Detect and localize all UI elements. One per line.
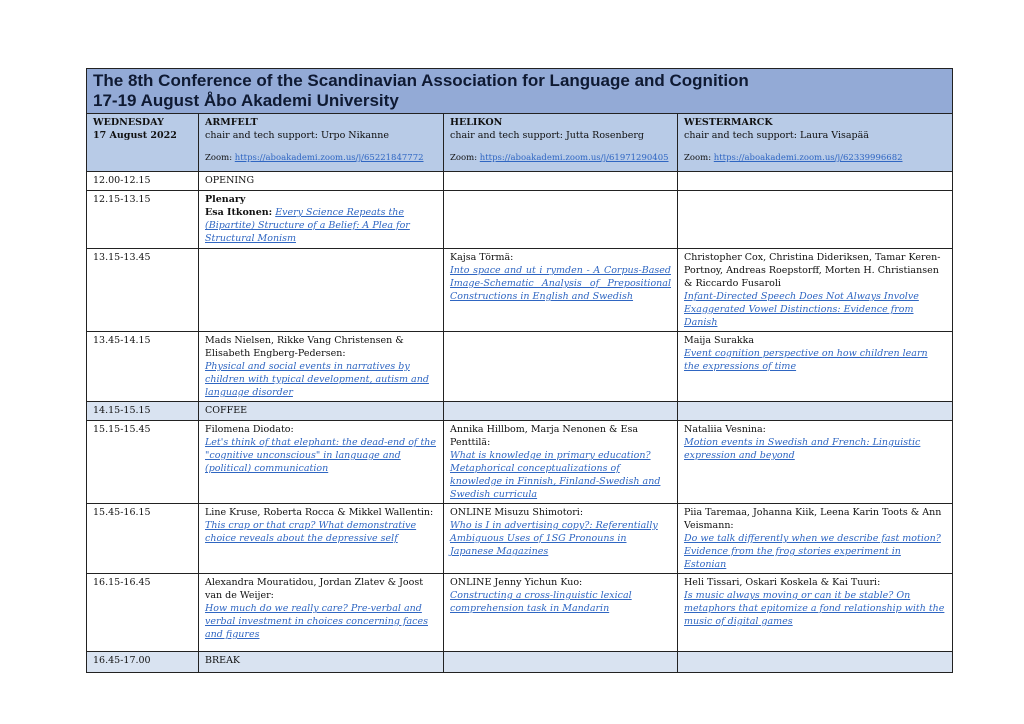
header-row — [87, 114, 953, 172]
time-cell: 16.45-17.00 — [87, 652, 199, 673]
talk-title-link[interactable]: Motion events in Swedish and French: Linguistic expression and beyond — [684, 437, 921, 461]
session-cell — [444, 574, 678, 652]
title-row — [87, 69, 953, 114]
table-row — [87, 191, 953, 249]
time-cell: 15.15-15.45 — [87, 421, 199, 504]
table-row — [87, 504, 953, 574]
time-cell: 15.45-16.15 — [87, 504, 199, 574]
conference-title — [87, 69, 953, 114]
talk-authors: Heli Tissari, Oskari Koskela & Kai Tuuri: — [684, 577, 881, 588]
time-cell: 14.15-15.15 — [87, 402, 199, 421]
talk-authors: Christopher Cox, Christina Dideriksen, Tamar Keren-Portnoy, Andreas Roepstorff, Morten H. Christiansen & Riccardo Fusaroli — [684, 252, 941, 289]
session-cell-empty — [444, 191, 678, 249]
talk-title-link[interactable]: Constructing a cross-linguistic lexical comprehension task in Mandarin — [450, 590, 632, 614]
zoom-label: Zoom: — [684, 153, 712, 163]
session-cell — [199, 191, 444, 249]
session-cell — [444, 504, 678, 574]
session-cell-empty — [199, 249, 444, 332]
talk-title-link[interactable]: Physical and social events in narratives by children with typical development, autism and language disorder — [205, 361, 429, 398]
talk-authors: Alexandra Mouratidou, Jordan Zlatev & Joost van de Weijer: — [205, 577, 424, 601]
room-name: ARMFELT — [205, 117, 258, 128]
session-cell-empty — [678, 652, 953, 673]
session-cell — [444, 249, 678, 332]
session-cell — [199, 574, 444, 652]
session-cell — [678, 574, 953, 652]
room-header-westermarck — [678, 114, 953, 172]
talk-title-link[interactable]: Is music always moving or can it be stable? On metaphors that epitomize a fond relationship with the music of digital games — [684, 590, 945, 627]
conference-schedule-table — [86, 68, 953, 673]
session-cell: BREAK — [199, 652, 444, 673]
session-cell: OPENING — [199, 172, 444, 191]
talk-authors: Maija Surakka — [684, 335, 755, 346]
session-cell-empty — [678, 402, 953, 421]
session-cell-empty — [444, 172, 678, 191]
date-label: 17 August 2022 — [93, 130, 177, 141]
room-name: HELIKON — [450, 117, 503, 128]
talk-authors: Kajsa Törmä: — [450, 252, 514, 263]
session-cell — [199, 332, 444, 402]
talk-authors: ONLINE Misuzu Shimotori: — [450, 507, 584, 518]
talk-title-link[interactable]: Into space and ut i rymden - A Corpus-Based Image-Schematic Analysis of Prepositional Constructions in English and Swedish — [450, 265, 671, 302]
session-cell — [678, 249, 953, 332]
time-cell: 16.15-16.45 — [87, 574, 199, 652]
talk-authors: Piia Taremaa, Johanna Kiik, Leena Karin Toots & Ann Veismann: — [684, 507, 942, 531]
session-cell — [678, 421, 953, 504]
table-row — [87, 332, 953, 402]
day-label: WEDNESDAY — [93, 117, 164, 128]
session-cell-empty — [444, 402, 678, 421]
plenary-heading: Plenary — [205, 194, 246, 205]
zoom-label: Zoom: — [450, 153, 478, 163]
talk-authors: Filomena Diodato: — [205, 424, 294, 435]
session-cell: COFFEE — [199, 402, 444, 421]
session-cell-empty — [444, 652, 678, 673]
talk-authors: Nataliia Vesnina: — [684, 424, 766, 435]
day-header — [87, 114, 199, 172]
talk-authors: Mads Nielsen, Rikke Vang Christensen & Elisabeth Engberg-Pedersen: — [205, 335, 404, 359]
session-cell-empty — [444, 332, 678, 402]
table-row — [87, 652, 953, 673]
zoom-line — [450, 152, 671, 165]
talk-title-link[interactable]: Every Science Repeats the (Bipartite) Structure of a Belief: A Plea for Structural Monism — [205, 207, 410, 244]
table-row — [87, 574, 953, 652]
zoom-link-helikon[interactable]: https://aboakademi.zoom.us/j/61971290405 — [479, 153, 669, 163]
talk-title-link[interactable]: Let's think of that elephant: the dead-end of the "cognitive unconscious" in language and (political) communication — [205, 437, 437, 474]
zoom-label: Zoom: — [205, 153, 233, 163]
conference-title-line1: The 8th Conference of the Scandinavian Association for Language and Cognition — [93, 71, 749, 90]
session-cell-empty — [678, 191, 953, 249]
session-cell — [199, 504, 444, 574]
room-header-armfelt — [199, 114, 444, 172]
talk-authors: Annika Hillbom, Marja Nenonen & Esa Penttilä: — [450, 424, 638, 448]
zoom-line — [205, 152, 437, 165]
talk-title-link[interactable]: Infant-Directed Speech Does Not Always Involve Exaggerated Vowel Distinctions: Evidence from Danish — [684, 291, 919, 328]
talk-title-link[interactable]: What is knowledge in primary education? Metaphorical conceptualizations of knowledge in Finnish, Finland-Swedish and Swedish curricula — [450, 450, 661, 500]
talk-authors: ONLINE Jenny Yichun Kuo: — [450, 577, 583, 588]
room-chair: chair and tech support: Jutta Rosenberg — [450, 130, 644, 141]
session-cell — [678, 332, 953, 402]
talk-title-link[interactable]: Event cognition perspective on how children learn the expressions of time — [684, 348, 928, 372]
talk-title-link[interactable]: This crap or that crap? What demonstrative choice reveals about the depressive self — [205, 520, 417, 544]
talk-title-link[interactable]: How much do we really care? Pre-verbal and verbal investment in choices concerning faces and figures — [205, 603, 428, 640]
table-row — [87, 402, 953, 421]
room-header-helikon — [444, 114, 678, 172]
time-cell: 12.15-13.15 — [87, 191, 199, 249]
talk-authors: Line Kruse, Roberta Rocca & Mikkel Wallentin: — [205, 507, 434, 518]
session-cell — [678, 504, 953, 574]
table-row — [87, 172, 953, 191]
zoom-link-armfelt[interactable]: https://aboakademi.zoom.us/j/65221847772 — [234, 153, 424, 163]
time-cell: 13.15-13.45 — [87, 249, 199, 332]
session-cell-empty — [678, 172, 953, 191]
table-row — [87, 249, 953, 332]
table-row — [87, 421, 953, 504]
room-chair: chair and tech support: Laura Visapää — [684, 130, 869, 141]
zoom-line — [684, 152, 946, 165]
time-cell: 13.45-14.15 — [87, 332, 199, 402]
session-cell — [444, 421, 678, 504]
conference-title-line2: 17-19 August Åbo Akademi University — [93, 91, 399, 110]
room-chair: chair and tech support: Urpo Nikanne — [205, 130, 389, 141]
time-cell: 12.00-12.15 — [87, 172, 199, 191]
zoom-link-westermarck[interactable]: https://aboakademi.zoom.us/j/62339996682 — [713, 153, 903, 163]
talk-title-link[interactable]: Who is I in advertising copy?: Referentially Ambiguous Uses of 1SG Pronouns in Japanese Magazines — [450, 520, 658, 557]
session-cell — [199, 421, 444, 504]
room-name: WESTERMARCK — [684, 117, 773, 128]
speaker-name: Esa Itkonen: — [205, 207, 273, 218]
talk-title-link[interactable]: Do we talk differently when we describe fast motion? Evidence from the frog stories experiment in Estonian — [684, 533, 941, 570]
